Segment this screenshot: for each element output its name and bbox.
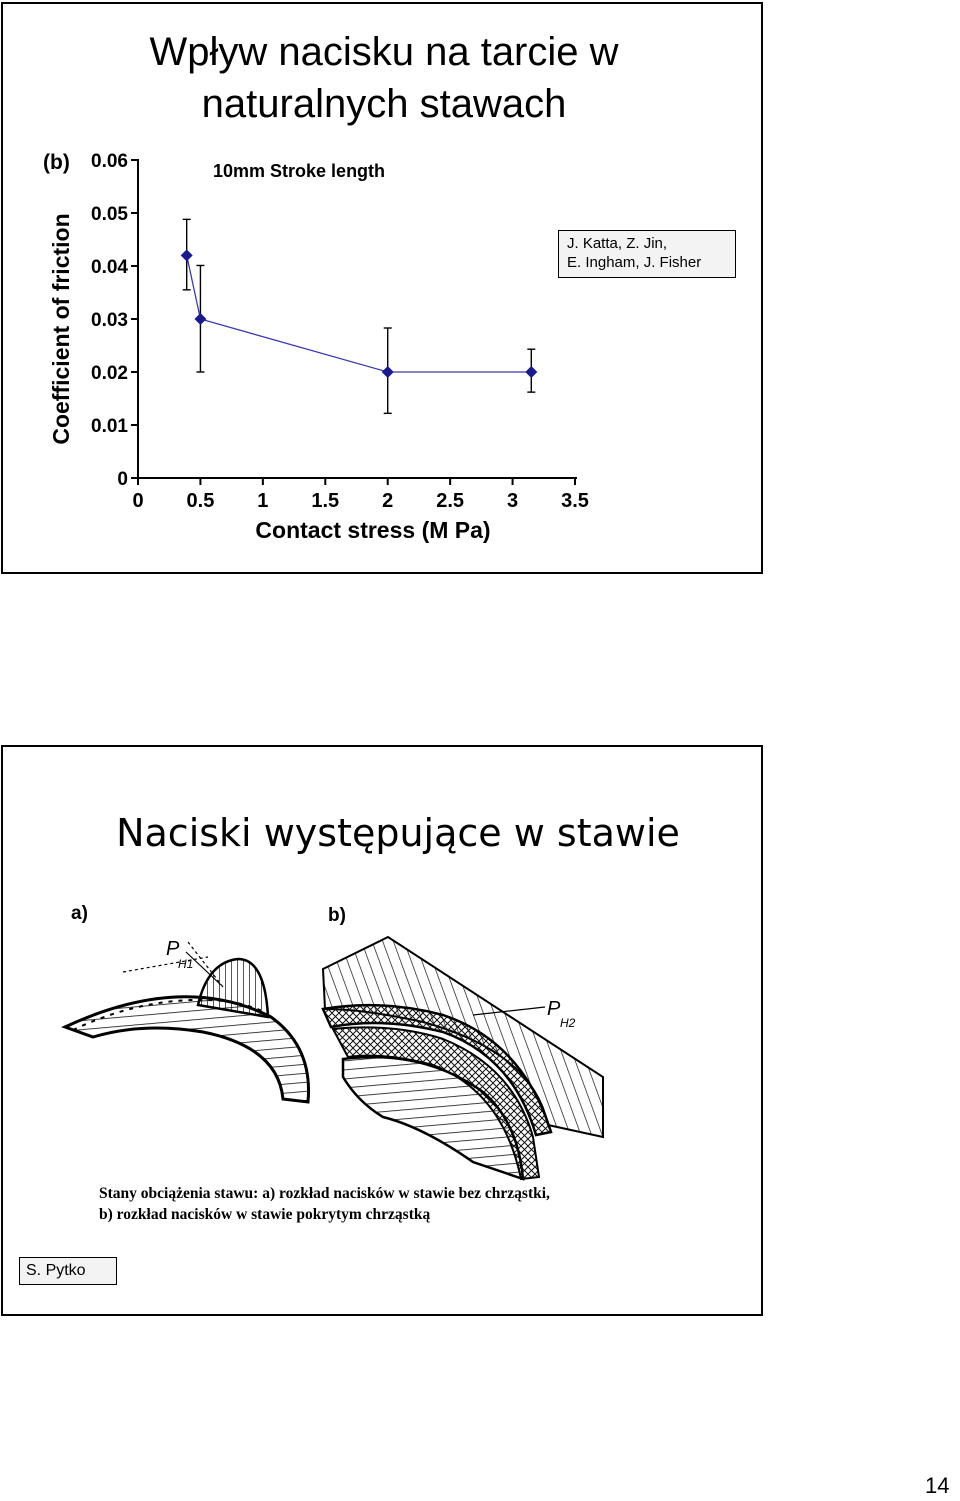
y-tick-label: 0.05 <box>91 204 128 225</box>
x-tick-label: 0 <box>132 490 144 512</box>
data-point <box>181 249 193 261</box>
slide-joint-pressure <box>1 745 763 1316</box>
caption-line1: Stany obciążenia stawu: a) rozkład nacisków w stawie bez chrząstki, <box>99 1185 550 1202</box>
pressure-label-ph2: P <box>547 998 561 1020</box>
chart-panel-label: (b) <box>43 151 70 174</box>
author-box: S. Pytko <box>19 1257 117 1285</box>
joint-diagram <box>3 747 763 1247</box>
citation-box <box>558 230 736 278</box>
x-tick-label: 3.5 <box>561 490 589 512</box>
y-tick-label: 0.02 <box>91 363 128 384</box>
data-point <box>194 313 206 325</box>
data-point <box>525 366 537 378</box>
x-tick-label: 2.5 <box>436 490 465 512</box>
x-tick-label: 1 <box>257 490 269 512</box>
page-number: 14 <box>925 1473 950 1498</box>
x-axis-label: Contact stress (M Pa) <box>255 517 491 543</box>
joint-a-drawing <box>65 938 309 1102</box>
slide-title: Naciski występujące w stawie <box>116 811 680 855</box>
pressure-label-ph2-sub: H2 <box>560 1016 576 1030</box>
citation-line1: J. Katta, Z. Jin, <box>567 235 668 252</box>
data-point <box>382 366 394 378</box>
panel-label-b: b) <box>328 905 346 926</box>
slide-title-line2: naturalnych stawach <box>201 82 567 126</box>
caption-line2: b) rozkład nacisków w stawie pokrytym chrząstką <box>99 1206 431 1223</box>
slide-friction <box>1 2 763 574</box>
slide-title-line1: Wpływ nacisku na tarcie w <box>149 30 619 74</box>
y-axis-label: Coefficient of friction <box>48 213 74 445</box>
pressure-label-ph1: P <box>166 938 180 960</box>
citation-line2: E. Ingham, J. Fisher <box>567 254 702 271</box>
y-tick-label: 0.03 <box>91 310 128 331</box>
y-tick-label: 0.01 <box>91 416 128 437</box>
x-tick-label: 3 <box>507 490 519 512</box>
pressure-label-ph1-sub: H1 <box>178 957 194 971</box>
y-tick-label: 0.04 <box>91 257 128 278</box>
figure-caption <box>99 1183 550 1225</box>
panel-label-a: a) <box>71 903 88 924</box>
x-tick-label: 2 <box>382 490 394 512</box>
x-tick-label: 0.5 <box>186 490 215 512</box>
joint-b-drawing <box>323 937 603 1179</box>
x-tick-label: 1.5 <box>311 490 340 512</box>
y-tick-label: 0 <box>117 469 128 490</box>
friction-chart <box>3 4 763 572</box>
y-tick-label: 0.06 <box>91 151 128 172</box>
series-line <box>187 255 532 372</box>
chart-title: 10mm Stroke length <box>213 161 386 181</box>
